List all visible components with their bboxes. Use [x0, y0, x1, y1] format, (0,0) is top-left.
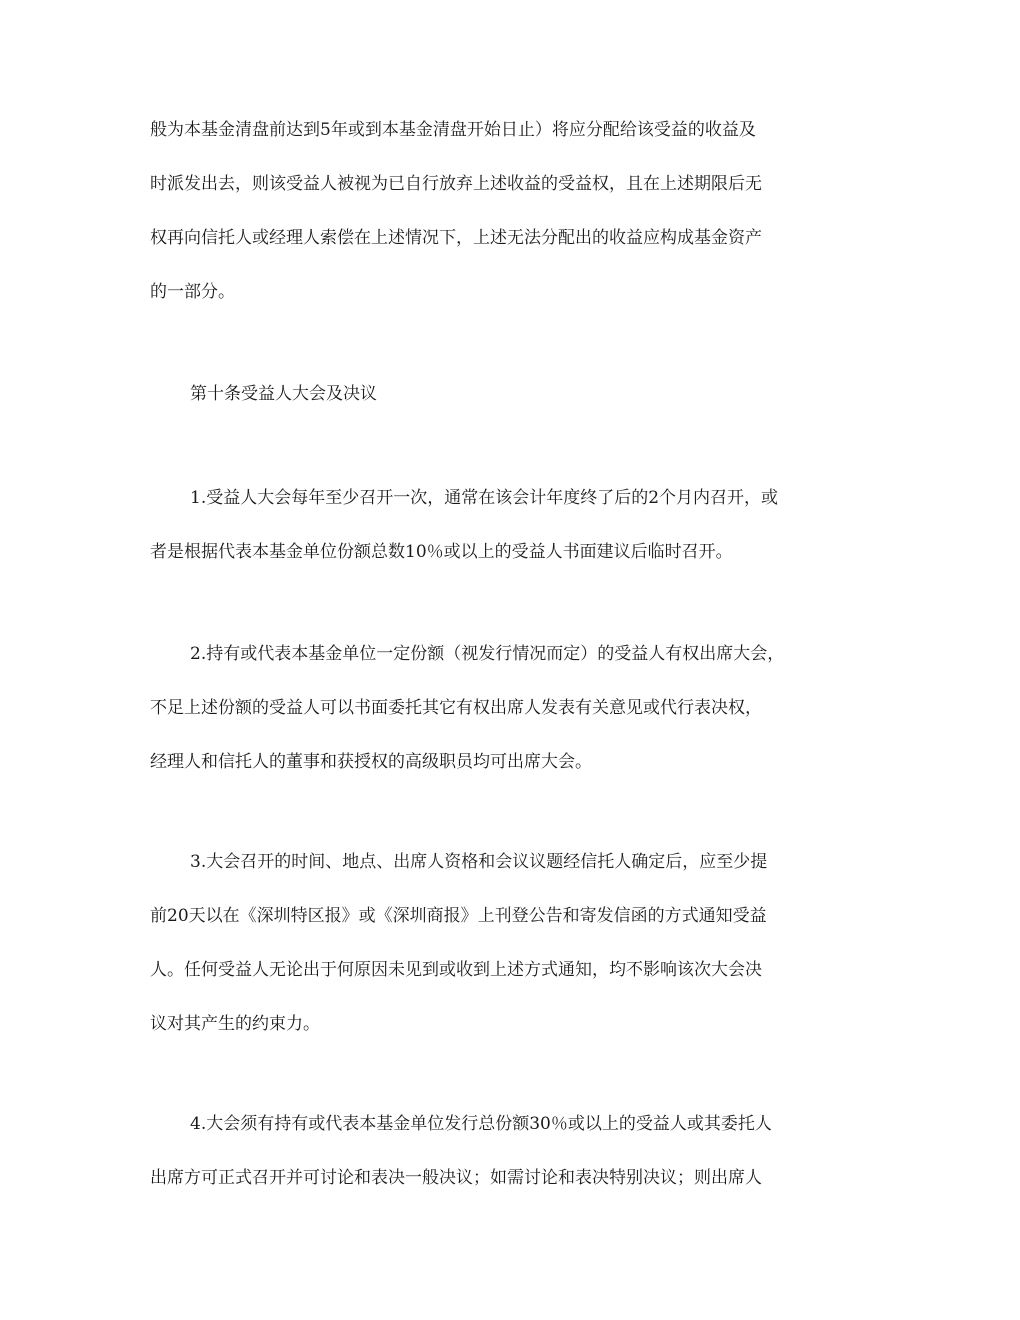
paragraph-line: 时派发出去，则该受益人被视为已自行放弃上述收益的受益权，且在上述期限后无: [150, 174, 762, 194]
paragraph-line: 2.持有或代表本基金单位一定份额（视发行情况而定）的受益人有权出席大会，: [190, 644, 785, 664]
paragraph-line: 不足上述份额的受益人可以书面委托其它有权出席人发表有关意见或代行表决权，: [150, 698, 762, 718]
paragraph-line: 3.大会召开的时间、地点、出席人资格和会议议题经信托人确定后，应至少提: [190, 852, 768, 872]
paragraph-line: 1.受益人大会每年至少召开一次，通常在该会计年度终了后的2个月内召开，或: [190, 488, 779, 508]
paragraph-line: 的一部分。: [150, 282, 235, 302]
paragraph-line: 者是根据代表本基金单位份额总数10％或以上的受益人书面建议后临时召开。: [150, 542, 733, 562]
paragraph-line: 4.大会须有持有或代表本基金单位发行总份额30％或以上的受益人或其委托人: [190, 1114, 772, 1134]
paragraph-line: 人。任何受益人无论出于何原因未见到或收到上述方式通知，均不影响该次大会决: [150, 960, 762, 980]
section-heading: 第十条受益人大会及决议: [190, 384, 377, 404]
paragraph-line: 前20天以在《深圳特区报》或《深圳商报》上刊登公告和寄发信函的方式通知受益: [150, 906, 767, 926]
paragraph-line: 议对其产生的约束力。: [150, 1014, 320, 1034]
paragraph-line: 出席方可正式召开并可讨论和表决一般决议；如需讨论和表决特别决议；则出席人: [150, 1168, 762, 1188]
paragraph-line: 经理人和信托人的董事和获授权的高级职员均可出席大会。: [150, 752, 592, 772]
paragraph-line: 般为本基金清盘前达到5年或到本基金清盘开始日止）将应分配给该受益的收益及: [150, 120, 756, 140]
paragraph-line: 权再向信托人或经理人索偿在上述情况下，上述无法分配出的收益应构成基金资产: [150, 228, 762, 248]
